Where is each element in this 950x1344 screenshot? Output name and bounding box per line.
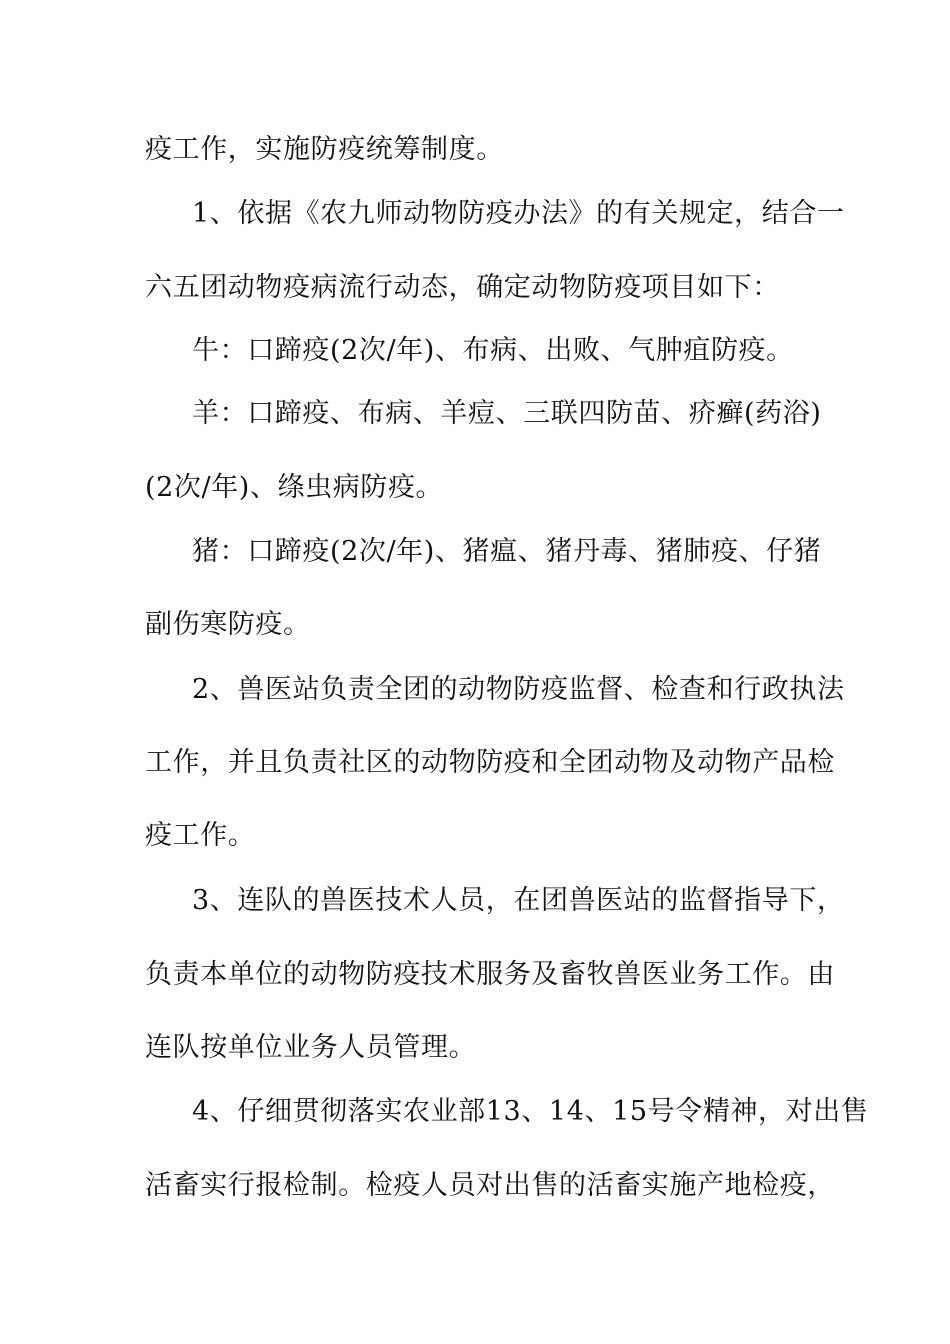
text-line-1: 疫工作，实施防疫统筹制度。 <box>145 134 504 165</box>
text-line-12: 3、连队的兽医技术人员，在团兽医站的监督指导下， <box>192 885 845 916</box>
text-line-10: 工作，并且负责社区的动物防疫和全团动物及动物产品检 <box>145 747 835 778</box>
text-line-8: 副伤寒防疫。 <box>145 609 311 640</box>
text-line-14: 连队按单位业务人员管理。 <box>145 1032 477 1063</box>
text-line-16: 活畜实行报检制。检疫人员对出售的活畜实施产地检疫， <box>145 1170 835 1201</box>
text-line-15: 4、仔细贯彻落实农业部13、14、15号令精神，对出售 <box>192 1096 869 1127</box>
text-line-4: 牛：口蹄疫(2次/年)、布病、出败、气肿疽防疫。 <box>192 335 794 366</box>
text-line-6: (2次/年)、绦虫病防疫。 <box>145 472 444 503</box>
text-line-5: 羊：口蹄疫、布病、羊痘、三联四防苗、疥癣(药浴) <box>192 398 822 429</box>
text-line-2: 1、依据《农九师动物防疫办法》的有关规定，结合一 <box>192 198 845 229</box>
text-line-7: 猪：口蹄疫(2次/年)、猪瘟、猪丹毒、猪肺疫、仔猪 <box>192 536 822 567</box>
text-line-3: 六五团动物疫病流行动态，确定动物防疫项目如下： <box>145 272 780 303</box>
text-line-11: 疫工作。 <box>145 820 256 851</box>
text-line-9: 2、兽医站负责全团的动物防疫监督、检查和行政执法 <box>192 674 845 705</box>
text-line-13: 负责本单位的动物防疫技术服务及畜牧兽医业务工作。由 <box>145 959 835 990</box>
